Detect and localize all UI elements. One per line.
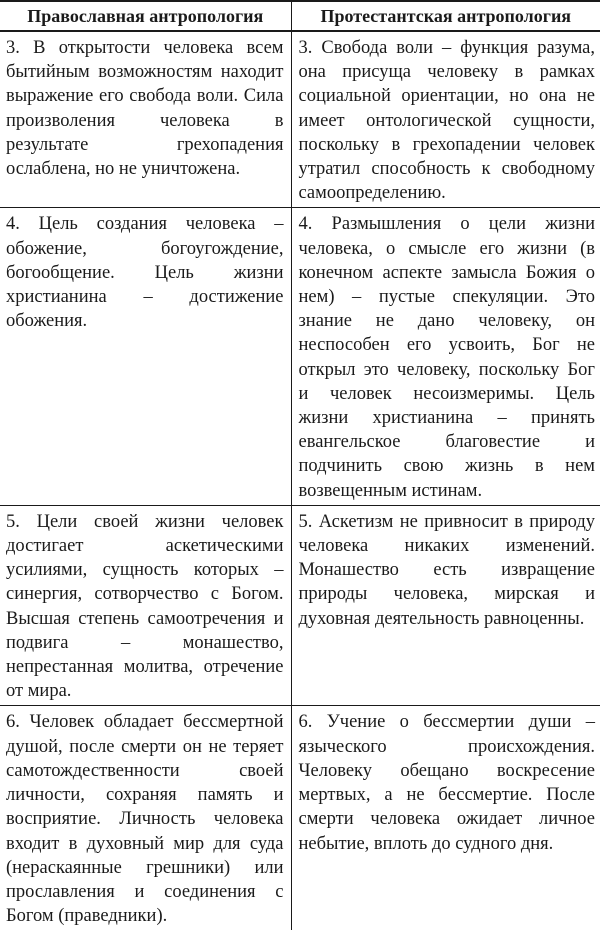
table-row	[0, 31, 600, 208]
header-protestant: Протестантская антропология	[291, 1, 600, 31]
header-row	[0, 1, 600, 31]
header-orthodox: Православная антропология	[0, 1, 291, 31]
protestant-cell: 4. Размышления о цели жизни человека, о смысле его жизни (в конечном аспекте замысла Божия о нем) – пустые спекуляции. Это знание не дано человеку, он неспособен его усвоить, Бог не открыл это человеку, поскольку Бог и человек несоизмеримы. Цель жизни христианина – принять евангельское благовестие и подчинить свою жизнь в нем возвещенным истинам.	[291, 208, 600, 505]
orthodox-cell: 3. В открытости человека всем бытийным возможностям находит выражение его свобода воли. Сила произволения человека в результате грехопадения ослаблена, но не уничтожена.	[0, 31, 291, 208]
orthodox-cell: 6. Человек обладает бессмертной душой, после смерти он не теряет самотождественности своей личности, сохраняя память и восприятие. Личность человека входит в духовный мир для суда (нераскаянные грешники) или прославления и соединения с Богом (праведники).	[0, 706, 291, 930]
table-row	[0, 208, 600, 505]
table-row	[0, 706, 600, 930]
orthodox-cell: 4. Цель создания человека – обожение, богоугождение, богообщение. Цель жизни христианина – достижение обожения.	[0, 208, 291, 505]
table-row	[0, 505, 600, 706]
orthodox-cell: 5. Цели своей жизни человек достигает аскетическими усилиями, сущность которых – синергия, сотворчество с Богом. Высшая степень самоотречения и подвига – монашество, непрестанная молитва, отречение от мира.	[0, 505, 291, 706]
protestant-cell: 3. Свобода воли – функция разума, она присуща человеку в рамках социальной ориентации, но она не имеет онтологической сущности, поскольку в грехопадении человек утратил способность к свободному самоопределению.	[291, 31, 600, 208]
protestant-cell: 6. Учение о бессмертии души – языческого происхождения. Человеку обещано воскресение мертвых, а не бессмертие. После смерти человека ожидает личное небытие, вплоть до судного дня.	[298, 712, 595, 854]
protestant-cell: 5. Аскетизм не привносит в природу человека никаких изменений. Монашество есть извращение природы человека, мирская и духовная деятельность равноценны.	[291, 505, 600, 706]
